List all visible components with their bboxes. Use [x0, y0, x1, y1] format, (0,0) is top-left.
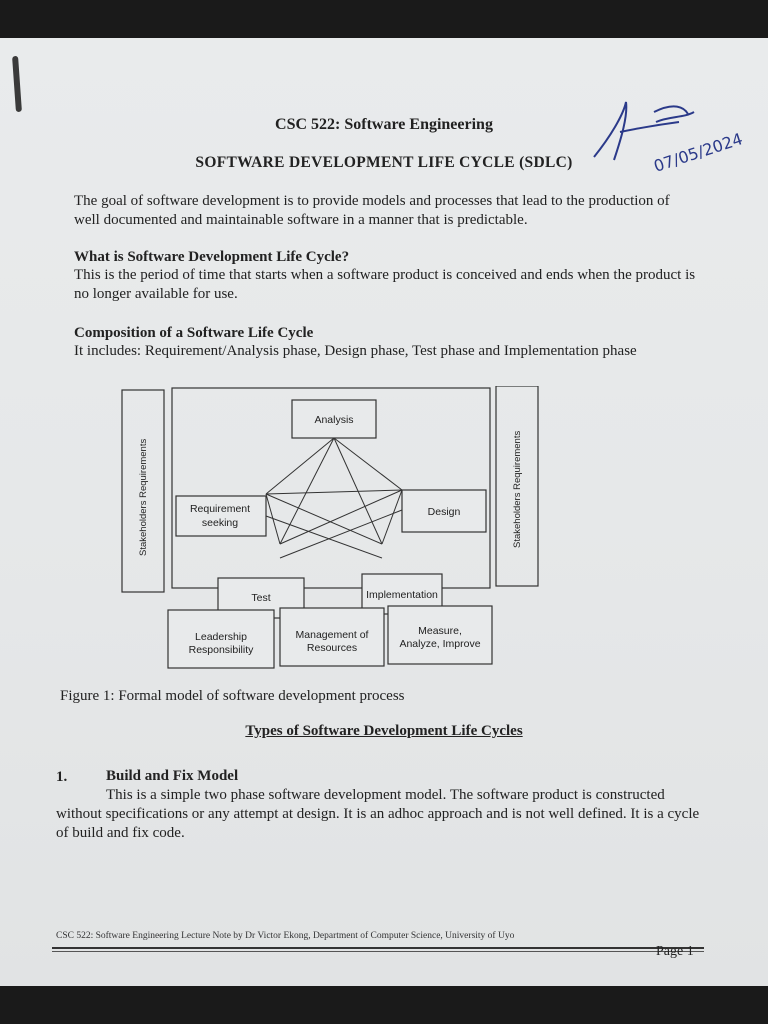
footer-note: CSC 522: Software Engineering Lecture Note by Dr Victor Ekong, Department of Computer Science, University of Uyo — [56, 931, 515, 941]
footer-rule-thin — [52, 951, 704, 952]
requirement-label-2: seeking — [201, 517, 239, 529]
measure-label-2: Analyze, Improve — [399, 638, 481, 650]
requirement-box — [176, 496, 266, 536]
test-label: Test — [251, 592, 271, 604]
management-label-2: Resources — [306, 642, 358, 654]
page-title: SOFTWARE DEVELOPMENT LIFE CYCLE (SDLC) — [195, 154, 573, 171]
document-page — [0, 38, 768, 986]
margin-mark — [12, 56, 22, 112]
footer-rule — [52, 947, 704, 949]
section-title: Build and Fix Model — [106, 768, 239, 784]
leadership-label-2: Responsibility — [188, 644, 254, 656]
course-title: CSC 522: Software Engineering — [275, 116, 493, 133]
intro-paragraph: The goal of software development is to provide models and processes that lead to the production of well documented and maintainable software in a manner that is predictable. — [74, 193, 670, 228]
heading-composition: Composition of a Software Life Cycle — [74, 325, 314, 341]
implementation-label: Implementation — [366, 589, 438, 601]
left-stakeholder-label: Stakeholders Requirements — [138, 438, 149, 556]
heading-what-is-sdlc: What is Software Development Life Cycle? — [74, 249, 350, 265]
section-body: This is a simple two phase software development model. The software product is constructed without specifications or any attempt at design. It is an adhoc approach and is not well defined. It is a cycle of build and fix code. — [56, 787, 700, 841]
management-label-1: Management of — [295, 629, 369, 641]
measure-label-1: Measure, — [418, 625, 462, 637]
connection-lines — [266, 438, 402, 558]
svg-text:07/05/2024: 07/05/2024 — [651, 129, 745, 176]
support-boxes — [164, 602, 496, 674]
leadership-label-1: Leadership — [195, 631, 247, 643]
section-number: 1. — [56, 769, 68, 785]
design-label: Design — [427, 506, 461, 518]
page-number: Page 1 — [656, 944, 694, 959]
paragraph-what-is-sdlc: This is the period of time that starts when a software product is conceived and ends when the product is no longer available for use. — [74, 267, 696, 302]
analysis-label: Analysis — [314, 414, 354, 426]
figure-caption: Figure 1: Formal model of software development process — [60, 688, 405, 704]
right-stakeholder-label: Stakeholders Requirements — [512, 430, 523, 548]
section-heading-types: Types of Software Development Life Cycles — [245, 723, 523, 739]
requirement-label-1: Requirement — [189, 503, 251, 515]
paragraph-composition: It includes: Requirement/Analysis phase, Design phase, Test phase and Implementation phase — [74, 343, 637, 359]
